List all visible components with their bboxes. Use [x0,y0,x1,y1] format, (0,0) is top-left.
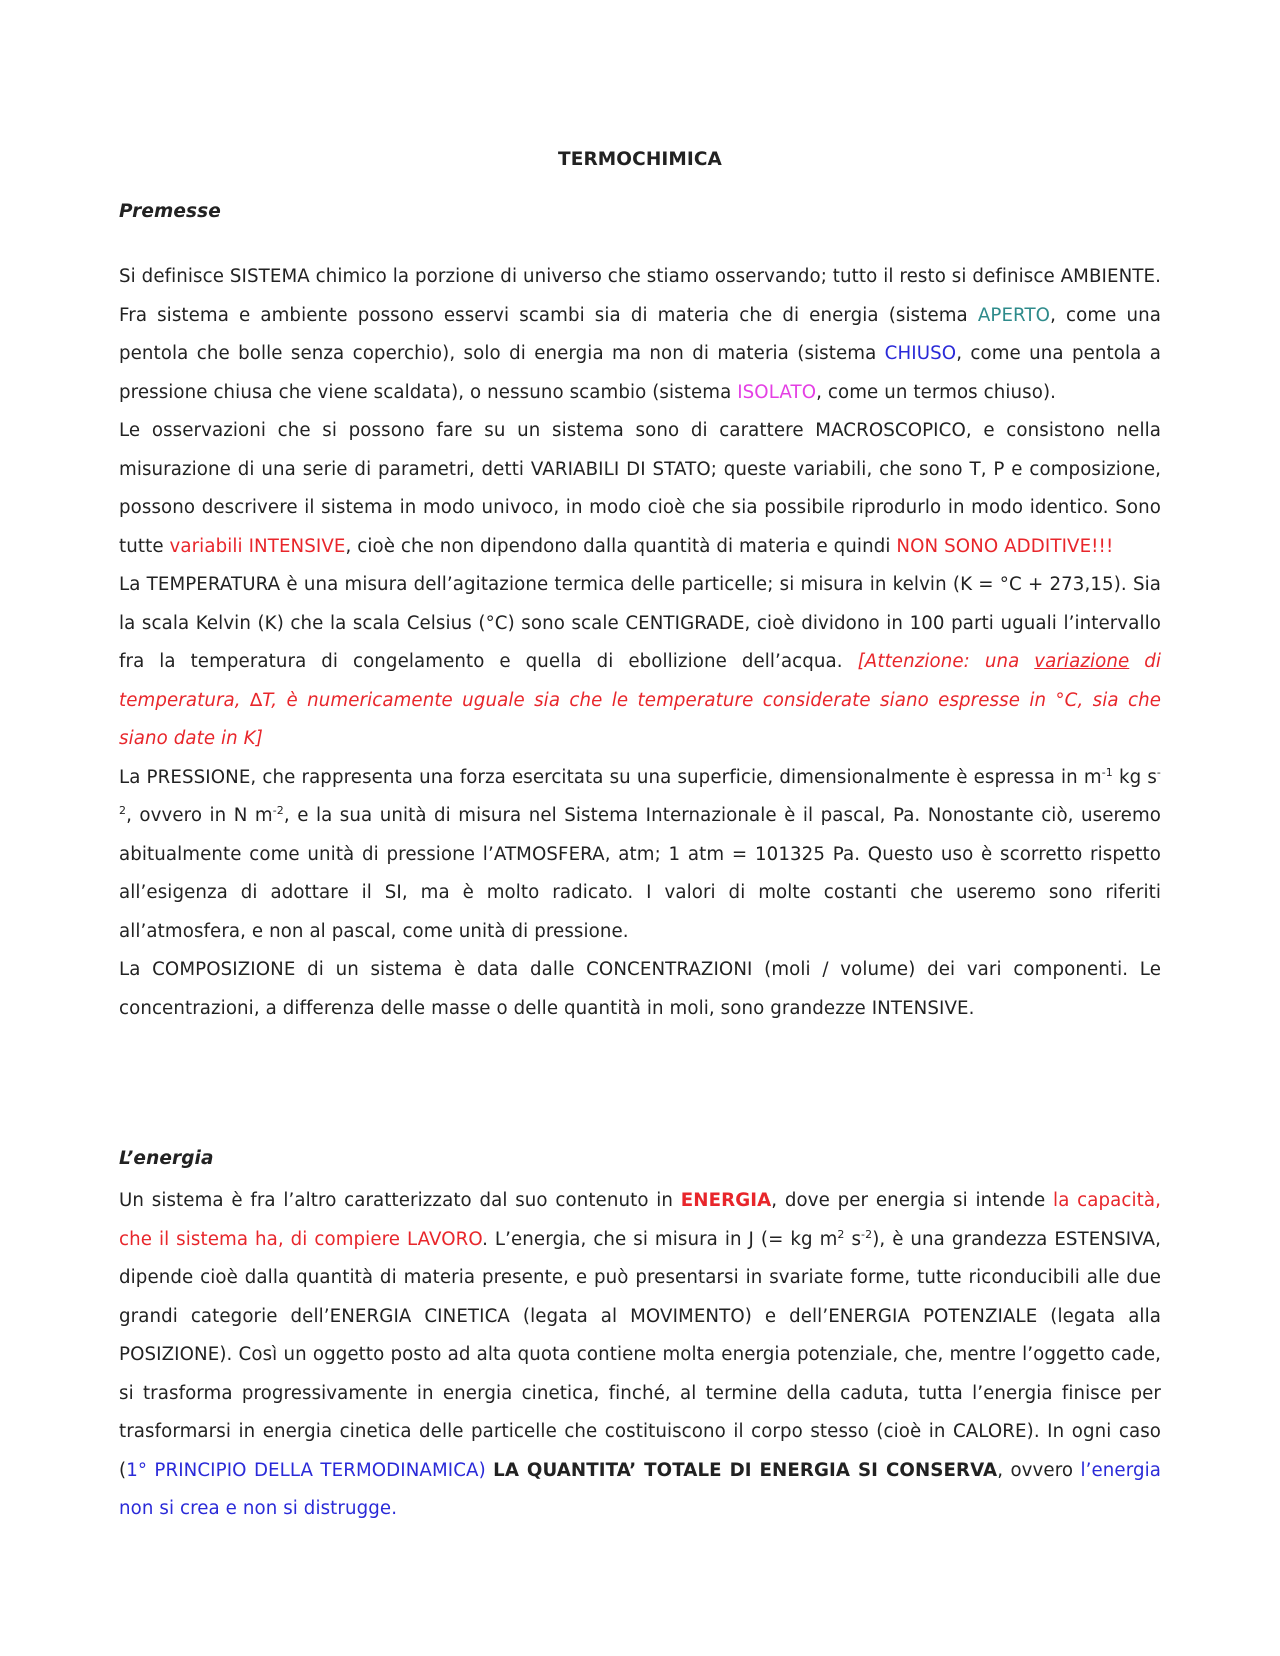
section-premesse-body [119,258,1161,1028]
term-non-additive: NON SONO ADDITIVE!!! [896,535,1114,557]
paragraph-sistema: Si definisce SISTEMA chimico la porzione di universo che stiamo osservando; tutto il resto si definisce AMBIENTE. Fra sistema e ambiente possono esservi scambi sia di materia che di energia (sistema APERTO, come una pentola che bolle senza coperchio), solo di energia ma non di materia (sistema CHIUSO, come una pentola a pressione chiusa che viene scaldata), o nessuno scambio (sistema ISOLATO, come un termos chiuso). [119,266,1161,403]
term-aperto: APERTO [977,304,1051,326]
paragraph-pressione: La PRESSIONE, che rappresenta una forza esercitata su una superficie, dimensionalmente è espressa in $m^{-1}$ kg $s^{-2}$, ovvero in N $m^{-2}$, e la sua unità di misura nel Sistema Internazionale è il pascal, Pa. Nonostante ciò, useremo abitualmente come unità di pressione l’ATMOSFERA, atm; 1 atm = 101325 Pa. Questo uso è scorretto rispetto all’esigenza di adottare il SI, ma è molto radicato. I valori di molte costanti che useremo sono riferiti all’atmosfera, e non al pascal, come unità di pressione. [119,765,1162,942]
term-chiuso: CHIUSO [884,343,957,364]
paragraph-osservazioni: Le osservazioni che si possono fare su un sistema sono di carattere MACROSCOPICO, e consistono nella misurazione di una serie di parametri, detti VARIABILI DI STATO; queste variabili, che sono T, P e composizione, possono descrivere il sistema in modo univoco, in modo cioè che sia possibile riprodurlo in modo identico. Sono tutte variabili INTENSIVE, cioè che non dipendono dalla quantità di materia e quindi NON SONO ADDITIVE!!! [119,420,1161,557]
term-non-si-crea: l’energia non si crea e non si distrugge. [119,1459,1161,1519]
section-heading-premesse: Premesse [119,201,221,222]
term-conservazione: LA QUANTITA’ TOTALE DI ENERGIA SI CONSERVA [493,1459,998,1481]
definition-energia: la capacità, che il sistema ha, di compiere LAVORO [119,1190,1161,1250]
page-title: TERMOCHIMICA [558,149,722,170]
paragraph-composizione: La COMPOSIZIONE di un sistema è data dalle CONCENTRAZIONI (moli / volume) dei vari componenti. Le concentrazioni, a differenza delle masse o delle quantità in moli, sono grandezze INTENSIVE. [119,959,1161,1019]
section-energia-body [119,1182,1161,1529]
paragraph-temperatura: La TEMPERATURA è una misura dell’agitazione termica delle particelle; si misura in kelvin (K = °C + 273,15). Sia la scala Kelvin (K) che la scala Celsius (°C) sono scale CENTIGRADE, cioè dividono in 100 parti uguali l’intervallo fra la temperatura di congelamento e quella di ebollizione dell’acqua. [Attenzione: una variazione di temperatura, ∆T, è numericamente uguale sia che le temperature considerate siano espresse in °C, sia che siano date in K] [119,574,1161,749]
term-isolato: ISOLATO [737,381,817,403]
section-heading-energia: L’energia [119,1148,214,1169]
term-energia: ENERGIA [680,1190,772,1211]
paragraph-energia: Un sistema è fra l’altro caratterizzato dal suo contenuto in ENERGIA, dove per energia si intende la capacità, che il sistema ha, di compiere LAVORO. L’energia, che si misura in J (= kg $m^2$ $s^{-2}$), è una grandezza ESTENSIVA, dipende cioè dalla quantità di materia presente, e può presentarsi in svariate forme, tutte riconducibili alle due grandi categorie dell’ENERGIA CINETICA (legata al MOVIMENTO) e dell’ENERGIA POTENZIALE (legata alla POSIZIONE). Così un oggetto posto ad alta quota contiene molta energia potenziale, che, mentre l’oggetto cade, si trasforma progressivamente in energia cinetica, finché, al termine della caduta, tutta l’energia finisce per trasformarsi in energia cinetica delle particelle che costituiscono il corpo stesso (cioè in CALORE). In ogni caso (1° PRINCIPIO DELLA TERMODINAMICA) LA QUANTITA’ TOTALE DI ENERGIA SI CONSERVA, ovvero l’energia non si crea e non si distrugge. [119,1190,1161,1519]
term-primo-principio: 1° PRINCIPIO DELLA TERMODINAMICA) [126,1459,486,1481]
note-attenzione: [Attenzione: una variazione di temperatura, ∆T, è numericamente uguale sia che le temperature considerate siano espresse in °C, sia che siano date in K] [119,651,1161,749]
term-intensive: variabili INTENSIVE [169,535,346,557]
